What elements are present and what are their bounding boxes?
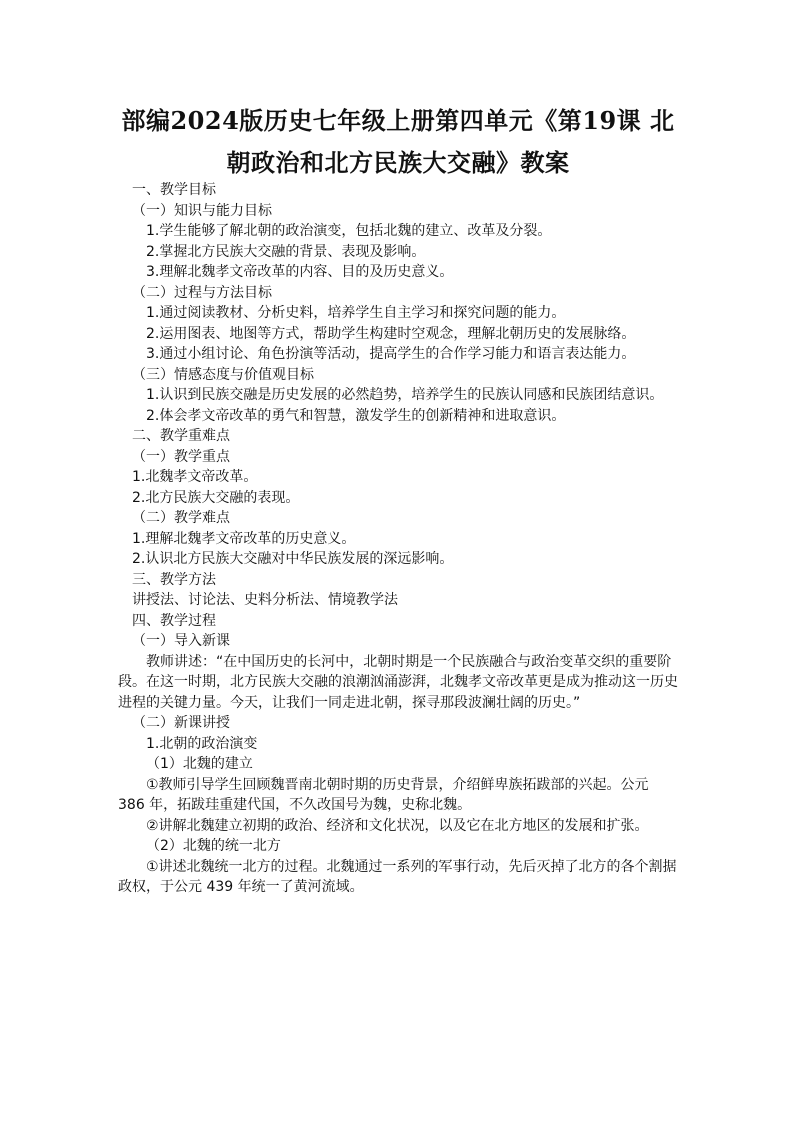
- paragraph: 2.掌握北方民族大交融的背景、表现及影响。: [146, 243, 426, 260]
- paragraph: ①讲述北魏统一北方的过程。北魏通过一系列的军事行动，先后灭掉了北方的各个割据政权，于公元 439 年统一了黄河流域。: [118, 858, 677, 895]
- paragraph: 2.北方民族大交融的表现。: [132, 489, 300, 506]
- paragraph: 教师讲述：“在中国历史的长河中，北朝时期是一个民族融合与政治变革交织的重要阶段。在这一时期，北方民族大交融的浪潮汹涌澎湃，北魏孝文帝改革更是成为推动这一历史进程的关键力量。今天，让我们一同走进北朝，探寻那段波澜壮阔的历史。”: [118, 653, 678, 711]
- page-title: 部编2024版历史七年级上册第四单元《第19课 北朝政治和北方民族大交融》教案: [121, 106, 675, 177]
- paragraph: 1.通过阅读教材、分析史料，培养学生自主学习和探究问题的能力。: [146, 305, 566, 321]
- paragraph: （一）知识与能力目标: [132, 202, 272, 219]
- paragraph: （二）过程与方法目标: [132, 284, 272, 301]
- paragraph: 1.认识到民族交融是历史发展的必然趋势，培养学生的民族认同感和民族团结意识。: [146, 387, 664, 403]
- paragraph: 1.理解北魏孝文帝改革的历史意义。: [132, 530, 356, 547]
- paragraph: 1.北魏孝文帝改革。: [132, 469, 258, 485]
- paragraph: （一）导入新课: [132, 633, 230, 649]
- paragraph: 1.学生能够了解北朝的政治演变，包括北魏的建立、改革及分裂。: [146, 223, 552, 239]
- paragraph: 3.通过小组讨论、角色扮演等活动，提高学生的合作学习能力和语言表达能力。: [146, 346, 636, 362]
- paragraph: （三）情感态度与价值观目标: [132, 366, 314, 383]
- paragraph: 三、教学方法: [132, 571, 216, 588]
- paragraph: 2.认识北方民族大交融对中华民族发展的深远影响。: [132, 551, 454, 567]
- paragraph: 3.理解北魏孝文帝改革的内容、目的及历史意义。: [146, 264, 454, 280]
- paragraph: ②讲解北魏建立初期的政治、经济和文化状况，以及它在北方地区的发展和扩张。: [146, 817, 649, 834]
- paragraph: 2.运用图表、地图等方式，帮助学生构建时空观念，理解北朝历史的发展脉络。: [146, 325, 636, 342]
- paragraph: （一）教学重点: [132, 448, 230, 465]
- paragraph: （二）教学难点: [132, 510, 230, 526]
- paragraph: 2.体会孝文帝改革的勇气和智慧，激发学生的创新精神和进取意识。: [146, 407, 566, 424]
- document-body: [118, 180, 678, 898]
- paragraph: ①教师引导学生回顾魏晋南北朝时期的历史背景，介绍鲜卑族拓跋部的兴起。公元 386 年，拓跋珪重建代国，不久改国号为魏，史称北魏。: [118, 776, 649, 813]
- paragraph: （1）北魏的建立: [146, 756, 253, 772]
- paragraph: （2）北魏的统一北方: [146, 838, 281, 854]
- paragraph: 1.北朝的政治演变: [146, 735, 258, 752]
- paragraph: 一、教学目标: [132, 182, 216, 198]
- paragraph: 四、教学过程: [132, 612, 216, 629]
- paragraph: 二、教学重难点: [132, 428, 230, 444]
- paragraph: 讲授法、讨论法、史料分析法、情境教学法: [132, 592, 398, 608]
- paragraph: （二）新课讲授: [132, 715, 230, 731]
